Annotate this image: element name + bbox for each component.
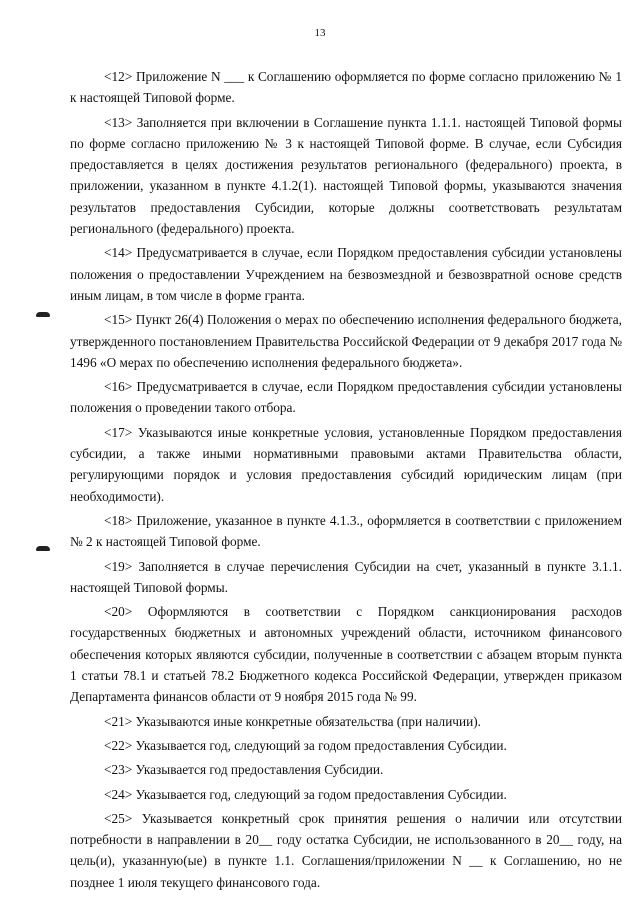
margin-mark bbox=[36, 546, 50, 551]
footnote-20: <20> Оформляются в соответствии с Порядком санкционирования расходов государственных бюджетных и автономных учреждений области, источником финансового обеспечения которых являются субсидии, полученные в соответствии с абзацем вторым пункта 1 статьи 78.1 и статьей 78.2 Бюджетного кодекса Российской Федерации, утвержден приказом Департамента финансов области от 9 ноября 2015 года № 99. bbox=[70, 604, 622, 705]
footnote-22: <22> Указывается год, следующий за годом предоставления Субсидии. bbox=[104, 737, 507, 753]
footnote-25: <25> Указывается конкретный срок принятия решения о наличии или отсутствии потребности в направлении в 20__ году остатка Субсидии, не использованного в 20__ году, на цель(и), указанную(ые) в пункте 1.1. Соглашения/приложении N __ к Соглашению, но не позднее 1 июля текущего финансового года. bbox=[70, 810, 622, 890]
footnote-17: <17> Указываются иные конкретные условия, установленные Порядком предоставления субсидии, а также иными нормативными правовыми актами Правительства области, регулирующими порядок и условия предоставления субсидий юридическим лицам (при необходимости). bbox=[70, 424, 622, 504]
footnote-23: <23> Указывается год предоставления Субсидии. bbox=[104, 762, 384, 778]
page-number: 13 bbox=[314, 27, 326, 39]
footnote-24: <24> Указывается год, следующий за годом предоставления Субсидии. bbox=[104, 786, 507, 802]
margin-mark bbox=[36, 312, 50, 317]
footnote-12: <12> Приложение N ___ к Соглашению оформляется по форме согласно приложению № 1 к настоящей Типовой форме. bbox=[70, 69, 622, 106]
footnote-21: <21> Указываются иные конкретные обязательства (при наличии). bbox=[104, 713, 481, 729]
footnote-13: <13> Заполняется при включении в Соглашение пункта 1.1.1. настоящей Типовой формы по форме согласно приложению № 3 к настоящей Типовой форме. В случае, если Субсидия предоставляется в целях достижения результатов регионального (федерального) проекта, в приложении, указанном в пункте 4.1.2(1). настоящей Типовой формы, указываются значения результатов предоставления Субсидии, которые должны соответствовать результатам регионального (федерального) проекта. bbox=[70, 114, 622, 237]
footnote-14: <14> Предусматривается в случае, если Порядком предоставления субсидии установлены положения о предоставлении Учреждением на безвозмездной и безвозвратной основе средств иным лицам, в том числе в форме гранта. bbox=[70, 245, 622, 303]
footnote-19: <19> Заполняется в случае перечисления Субсидии на счет, указанный в пункте 3.1.1. настоящей Типовой формы. bbox=[70, 558, 622, 595]
document-body bbox=[70, 66, 622, 896]
footnote-15: <15> Пункт 26(4) Положения о мерах по обеспечению исполнения федерального бюджета, утвержденного постановлением Правительства Российской Федерации от 9 декабря 2017 года № 1496 «О мерах по обеспечению исполнения федерального бюджета». bbox=[70, 312, 622, 370]
footnote-18: <18> Приложение, указанное в пункте 4.1.3., оформляется в соответствии с приложением № 2 к настоящей Типовой форме. bbox=[70, 512, 622, 550]
footnote-16: <16> Предусматривается в случае, если Порядком предоставления субсидии установлены положения о проведении такого отбора. bbox=[70, 379, 622, 416]
